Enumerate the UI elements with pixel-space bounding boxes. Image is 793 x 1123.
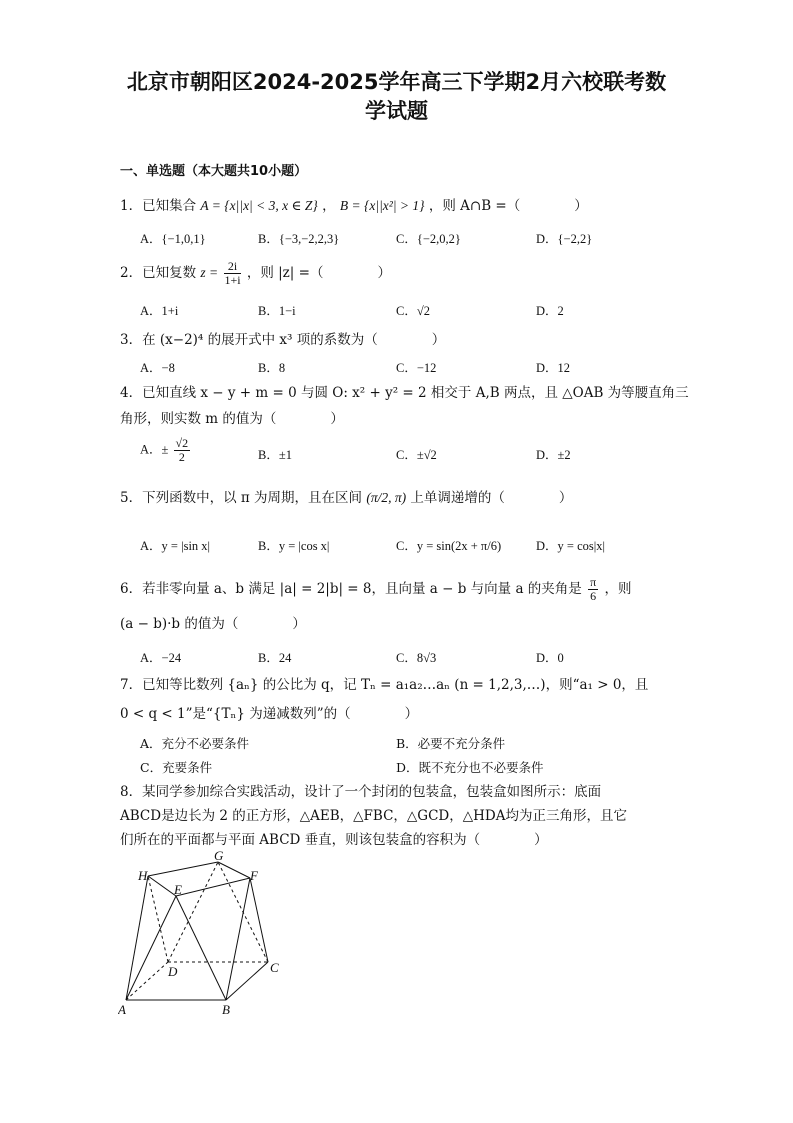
q5-option-a[interactable]: A．y = |sin x| bbox=[140, 539, 211, 553]
q1-suffix: ，则 A∩B =（ ） bbox=[428, 198, 588, 214]
q2-option-d[interactable]: D．2 bbox=[536, 304, 564, 318]
edge-he bbox=[148, 876, 176, 896]
edge-ah bbox=[126, 876, 148, 1000]
q2-fraction bbox=[224, 260, 240, 287]
q5-suffix: 上单调递增的（ ） bbox=[410, 490, 573, 506]
q1-option-c[interactable]: C．{−2,0,2} bbox=[396, 232, 461, 246]
edge-hg bbox=[148, 862, 218, 876]
question-6-stem-line-2: (a − b)·b 的值为（ ） bbox=[120, 616, 306, 632]
q3-option-d[interactable]: D．12 bbox=[536, 361, 571, 375]
q4-option-a-denominator: 2 bbox=[178, 450, 185, 464]
q1-option-b[interactable]: B．{−3,−2,2,3} bbox=[258, 232, 340, 246]
q4-option-c[interactable]: C．±√2 bbox=[396, 448, 437, 462]
q6-line1-prefix: 6．若非零向量 a、b 满足 |a| = 2|b| = 8，且向量 a − b 与向量 a 的夹角是 bbox=[120, 581, 582, 597]
question-8-stem-line-2: ABCD是边长为 2 的正方形，△AEB，△FBC，△GCD，△HDA均为正三角形，且它 bbox=[120, 808, 627, 824]
q2-suffix: ，则 |z| =（ ） bbox=[246, 265, 391, 281]
q1-set-a: A = {x||x| < 3, x ∈ Z} bbox=[200, 198, 318, 213]
q5-interval: (π/2, π) bbox=[366, 490, 407, 505]
q7-option-d[interactable]: D．既不充分也不必要条件 bbox=[396, 760, 544, 775]
q7-option-b[interactable]: B．必要不充分条件 bbox=[396, 736, 506, 751]
q2-z-left: z = bbox=[200, 265, 219, 280]
q6-angle-fraction bbox=[588, 576, 598, 603]
edge-ae bbox=[126, 896, 176, 1000]
q3-option-c[interactable]: C．−12 bbox=[396, 361, 437, 375]
q5-option-c[interactable]: C．y = sin(2x + π/6) bbox=[396, 539, 502, 553]
q5-prefix: 5．下列函数中，以 π 为周期，且在区间 bbox=[120, 490, 363, 506]
edge-cf bbox=[250, 878, 268, 962]
q4-option-a-fraction bbox=[174, 437, 191, 464]
section-heading: 一、单选题（本大题共10小题） bbox=[120, 164, 308, 179]
vertex-label-f: F bbox=[250, 868, 258, 883]
vertex-label-g: G bbox=[214, 848, 224, 863]
edge-dg-hidden bbox=[168, 862, 218, 962]
question-4-stem-line-2: 角形，则实数 m 的值为（ ） bbox=[120, 411, 344, 427]
q4-option-b[interactable]: B．±1 bbox=[258, 448, 292, 462]
question-7-stem-line-2: 0 < q < 1”是“{Tₙ} 为递减数列”的（ ） bbox=[120, 706, 419, 722]
q2-option-a[interactable]: A．1+i bbox=[140, 304, 179, 318]
question-1-stem bbox=[120, 194, 680, 218]
q6-option-a[interactable]: A．−24 bbox=[140, 651, 182, 665]
q1-prefix: 1．已知集合 bbox=[120, 198, 197, 214]
q6-line1-suffix: ，则 bbox=[604, 581, 632, 597]
q1-option-a[interactable]: A．{−1,0,1} bbox=[140, 232, 206, 246]
q6-angle-denominator: 6 bbox=[590, 589, 597, 603]
question-7-stem-line-1: 7．已知等比数列 {aₙ} 的公比为 q，记 Tₙ = a₁a₂…aₙ (n = 1,2,3,…)，则“a₁ > 0，且 bbox=[120, 677, 649, 693]
q2-prefix: 2．已知复数 bbox=[120, 265, 197, 281]
q6-option-c[interactable]: C．8√3 bbox=[396, 651, 437, 665]
vertex-label-h: H bbox=[138, 868, 148, 883]
vertex-label-d: D bbox=[168, 964, 178, 979]
q5-option-b[interactable]: B．y = |cos x| bbox=[258, 539, 330, 553]
question-2-stem bbox=[120, 260, 680, 287]
q1-sep: ， bbox=[322, 198, 336, 214]
vertex-label-b: B bbox=[222, 1002, 230, 1017]
question-4-stem-line-1: 4．已知直线 x − y + m = 0 与圆 O: x² + y² = 2 相交于 A,B 两点，且 △OAB 为等腰直角三 bbox=[120, 385, 689, 401]
q4-option-a-prefix: A．± bbox=[140, 442, 169, 457]
q2-fraction-denominator: 1+i bbox=[224, 273, 241, 287]
question-8-stem-line-1: 8．某同学参加综合实践活动，设计了一个封闭的包装盒，包装盒如图所示：底面 bbox=[120, 784, 602, 800]
q6-option-d[interactable]: D．0 bbox=[536, 651, 564, 665]
q4-option-d[interactable]: D．±2 bbox=[536, 448, 571, 462]
question-5-stem bbox=[120, 486, 680, 510]
edge-ef bbox=[176, 878, 250, 896]
q6-option-b[interactable]: B．24 bbox=[258, 651, 292, 665]
vertex-label-a: A bbox=[118, 1002, 126, 1017]
edge-ad-hidden bbox=[126, 962, 168, 1000]
page-title-line-1: 北京市朝阳区2024-2025学年高三下学期2月六校联考数 bbox=[126, 70, 667, 94]
q7-option-a[interactable]: A．充分不必要条件 bbox=[140, 736, 250, 751]
q1-option-d[interactable]: D．{−2,2} bbox=[536, 232, 593, 246]
q7-option-c[interactable]: C．充要条件 bbox=[140, 760, 213, 775]
vertex-label-c: C bbox=[270, 960, 279, 975]
q8-package-box-figure bbox=[118, 848, 298, 1018]
q4-option-a-numerator: √2 bbox=[175, 436, 189, 450]
q3-option-b[interactable]: B．8 bbox=[258, 361, 286, 375]
page-title-line-2: 学试题 bbox=[365, 99, 428, 123]
edge-cg-hidden bbox=[218, 862, 268, 962]
question-8-stem-line-3: 们所在的平面都与平面 ABCD 垂直，则该包装盒的容积为（ ） bbox=[120, 832, 548, 848]
q2-option-b[interactable]: B．1−i bbox=[258, 304, 296, 318]
q2-fraction-numerator: 2i bbox=[224, 260, 240, 274]
edge-gf bbox=[218, 862, 250, 878]
q5-option-d[interactable]: D．y = cos|x| bbox=[536, 539, 605, 553]
q6-angle-numerator: π bbox=[590, 575, 597, 589]
q2-option-c[interactable]: C．√2 bbox=[396, 304, 430, 318]
q1-set-b: B = {x||x²| > 1} bbox=[339, 198, 425, 213]
edge-be bbox=[176, 896, 226, 1000]
question-3-stem: 3．在 (x−2)⁴ 的展开式中 x³ 项的系数为（ ） bbox=[120, 332, 446, 348]
vertex-label-e: E bbox=[174, 882, 182, 897]
question-6-stem-line-1 bbox=[120, 576, 680, 603]
q4-option-a[interactable] bbox=[140, 437, 192, 464]
q3-option-a[interactable]: A．−8 bbox=[140, 361, 175, 375]
